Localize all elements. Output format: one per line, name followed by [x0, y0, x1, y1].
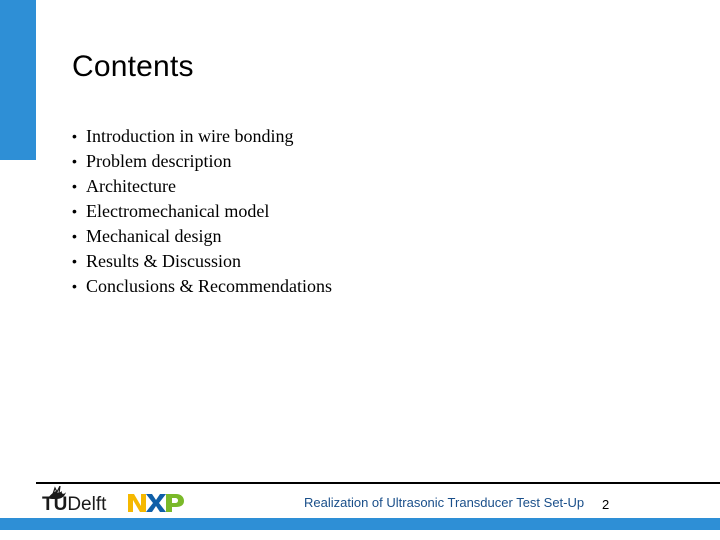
list-item-text: Introduction in wire bonding [86, 126, 294, 146]
list-item [72, 224, 332, 249]
footer-divider [36, 482, 720, 484]
footer-bottom-band [0, 530, 720, 540]
bullet-dot: • [72, 278, 77, 294]
list-item-text: Architecture [86, 176, 176, 196]
contents-list [72, 124, 332, 299]
bullet-dot: • [72, 203, 77, 219]
bullet-dot: • [72, 153, 77, 169]
slide-title: Contents [72, 50, 194, 83]
list-item-text: Problem description [86, 151, 232, 171]
delft-text: Delft [67, 494, 107, 515]
list-item [72, 174, 332, 199]
list-item [72, 124, 332, 149]
list-item-text: Results & Discussion [86, 251, 242, 271]
footer-stripe [0, 518, 720, 530]
footer-caption: Realization of Ultrasonic Transducer Test Set-Up [304, 495, 585, 510]
list-item [72, 149, 332, 174]
list-item [72, 199, 332, 224]
tu-text: TU [42, 494, 68, 515]
page-number: 2 [602, 497, 610, 512]
list-item [72, 249, 332, 274]
bullet-dot: • [72, 178, 77, 194]
bullet-dot: • [72, 253, 77, 269]
list-item-text: Electromechanical model [86, 201, 270, 221]
tudelft-logo [42, 486, 118, 516]
list-item-text: Mechanical design [86, 226, 222, 246]
list-item-text: Conclusions & Recommendations [86, 276, 332, 296]
accent-bar [0, 0, 36, 160]
bullet-dot: • [72, 128, 77, 144]
nxp-logo [128, 492, 184, 514]
tudelft-wordmark [42, 495, 106, 515]
bullet-dot: • [72, 228, 77, 244]
list-item [72, 274, 332, 299]
